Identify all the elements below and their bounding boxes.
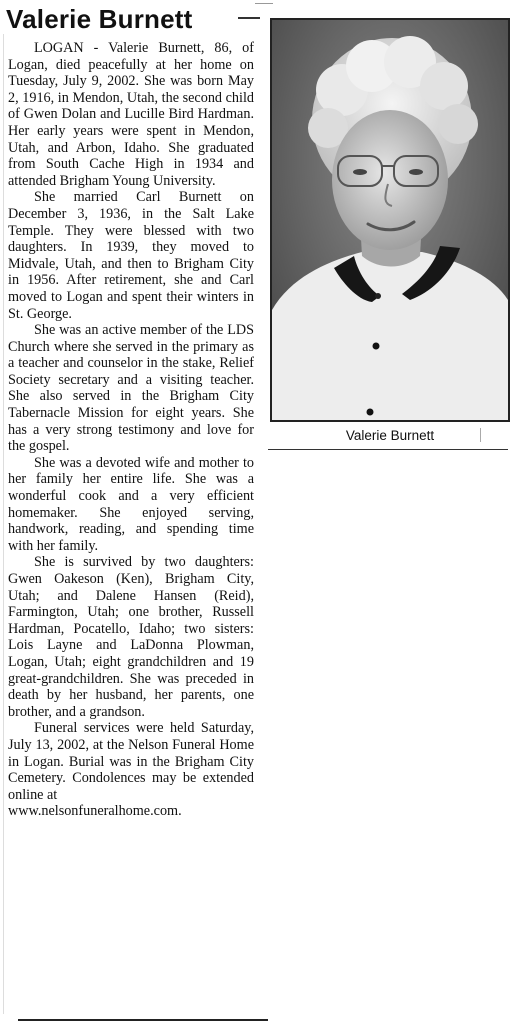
caption-rule	[268, 449, 508, 450]
obituary-headline: Valerie Burnett	[6, 4, 193, 34]
caption-tick	[480, 428, 481, 442]
funeral-home-website: www.nelsonfuneralhome.com.	[8, 803, 182, 820]
headline-rule	[238, 17, 260, 19]
paragraph-funeral: Funeral services were held Saturday, July 13, 2002, at the Nelson Funeral Home in Logan. Burial was in the Brigham City Cemetery. Condolences may be extended online at	[8, 720, 254, 803]
photo-caption: Valerie Burnett	[345, 428, 435, 443]
paragraph-biography: LOGAN - Valerie Burnett, 86, of Logan, died peacefully at her home on Tuesday, July 9, 2002. She was born May 2, 1916, in Mendon, Utah, the second child of Gwen Dolan and Lucille Bird Hardman. Her early years were spent in Mendon, Utah, and Arbon, Idaho. She graduated from South Cache High in 1934 and attended Brigham Young University.	[8, 40, 254, 189]
paragraph-marriage: She married Carl Burnett on December 3, 1936, in the Salt Lake Temple. They were blessed with two daughters. In 1939, they moved to Midvale, Utah, and then to Brigham City in 1956. After retirement, she and Carl moved to Logan and spent their winters in St. George.	[8, 189, 254, 322]
paragraph-family-life: She was a devoted wife and mother to her family her entire life. She was a wonderful cook and a very efficient homemaker. She enjoyed serving, handwork, reading, and spending time with her family.	[8, 454, 254, 554]
bottom-rule	[18, 1019, 268, 1021]
paragraph-church-service: She was an active member of the LDS Church where she served in the primary as a teacher and counselor in the stake, Relief Society secretary and a visiting teacher. She also served in the Brigham City Tabernacle Mission for eight years. She has a very strong testimony and love for the gospel.	[8, 322, 254, 455]
portrait-illustration	[272, 20, 508, 420]
obituary-body	[8, 40, 254, 820]
column-edge	[3, 34, 4, 1014]
paragraph-survivors: She is survived by two daughters: Gwen Oakeson (Ken), Brigham City, Utah; and Dalene Hansen (Reid), Farmington, Utah; one brother, Russell Hardman, Pocatello, Idaho; two sisters: Lois Layne and LaDonna Plowman, Logan, Utah; eight grandchildren and 19 great-grandchildren. She was preceded in death by her husband, her parents, one brother, and a grandson.	[8, 554, 254, 720]
headline-row	[6, 3, 276, 39]
portrait-photo	[270, 18, 510, 422]
